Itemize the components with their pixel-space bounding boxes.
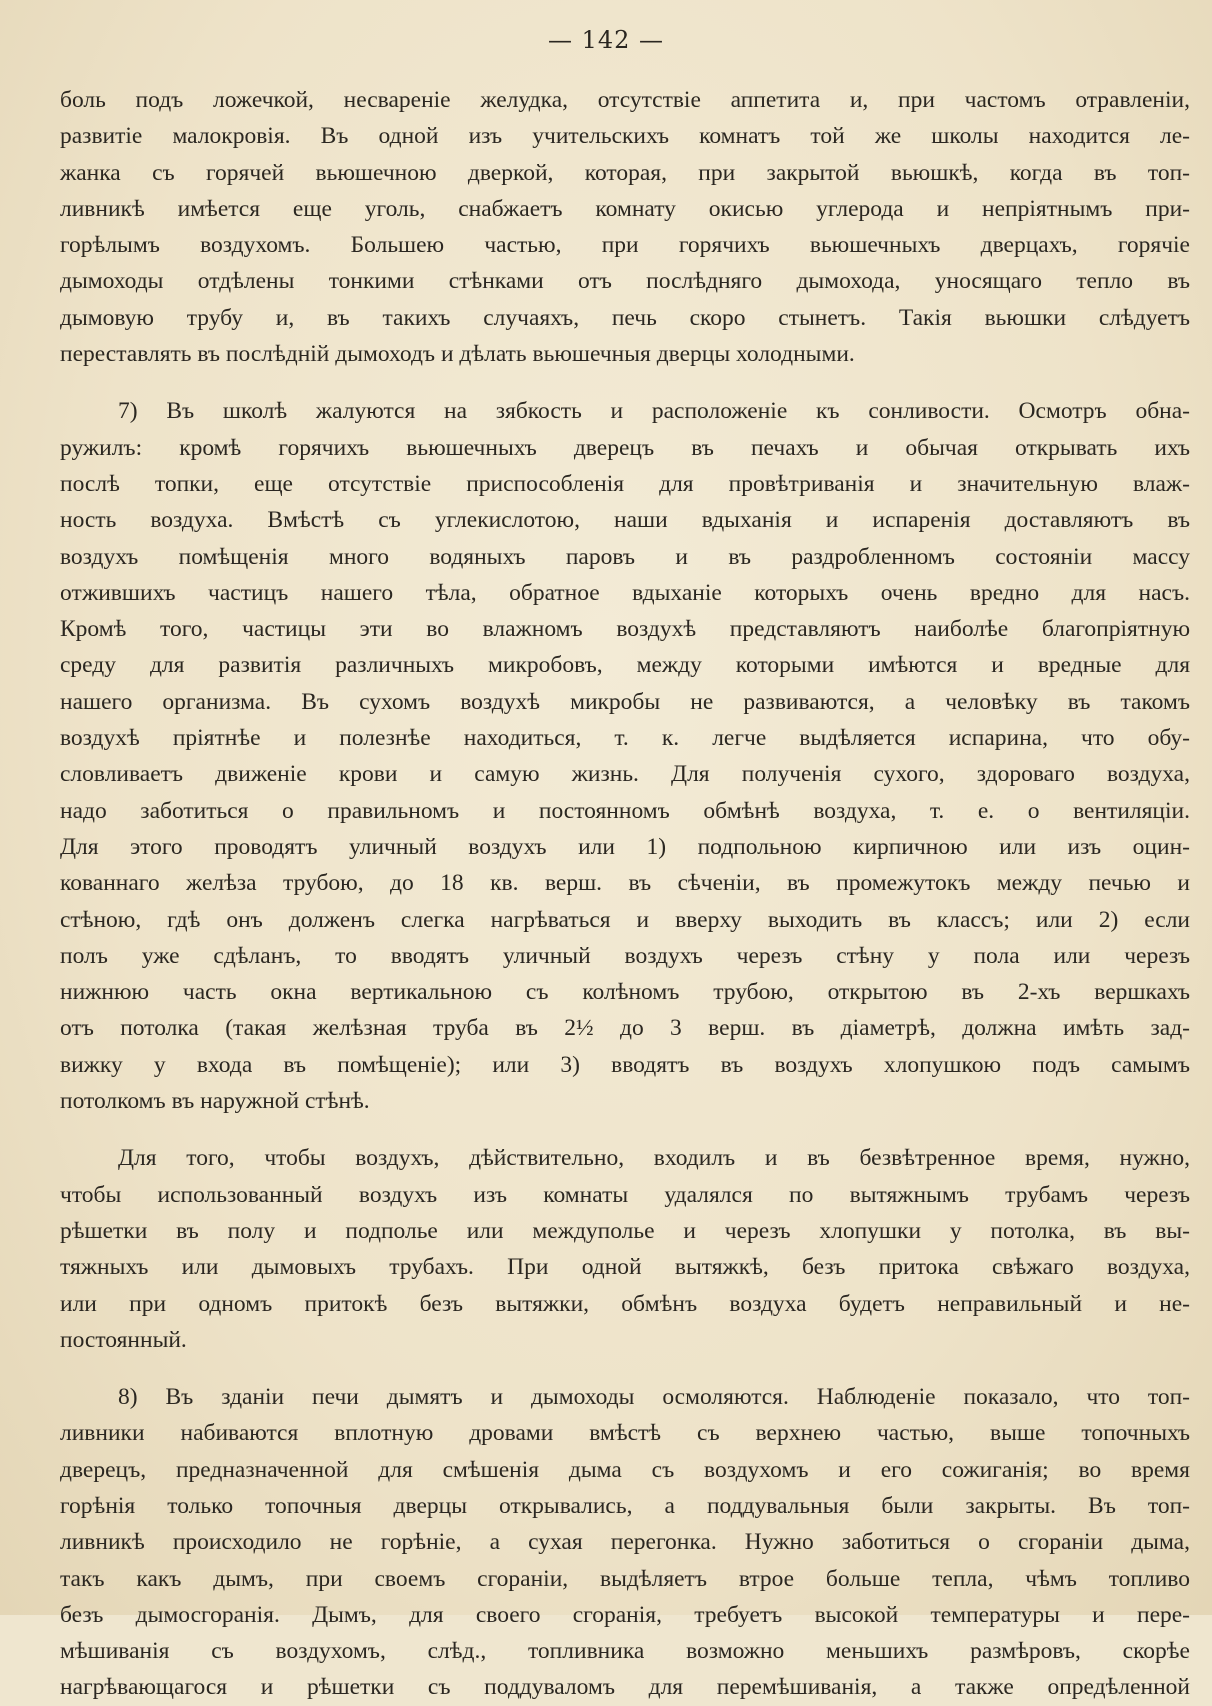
- text-line: стѣною, гдѣ онъ долженъ слегка нагрѣваться и вверху выходить въ классъ; или 2) если: [60, 906, 1190, 933]
- body-text: [60, 82, 1190, 1706]
- text-line: мѣшиванія съ воздухомъ, слѣд., топливника возможно меньшихъ размѣровъ, скорѣе: [60, 1638, 1190, 1665]
- text-line: или при одномъ притокѣ безъ вытяжки, обмѣнъ воздуха будетъ неправильный и не-: [60, 1290, 1190, 1317]
- text-line: воздухѣ пріятнѣе и полезнѣе находиться, т. к. легче выдѣляется испарина, что обу-: [60, 725, 1190, 752]
- text-line: вижку у входа въ помѣщеніе); или 3) вводятъ въ воздухъ хлопушкою подъ самымъ: [60, 1051, 1190, 1078]
- text-line: словливаетъ движеніе крови и самую жизнь. Для полученія сухого, здороваго воздуха,: [60, 761, 1190, 788]
- text-line: ливникѣ происходило не горѣніе, а сухая перегонка. Нужно заботиться о сгораніи дыма,: [60, 1529, 1190, 1556]
- text-line: дверецъ, предназначенной для смѣшенія дыма съ воздухомъ и его сожиганія; во время: [60, 1456, 1190, 1483]
- text-line: нагрѣвающагося и рѣшетки съ поддуваломъ для перемѣшиванія, а также опредѣленной: [60, 1674, 1190, 1701]
- text-line: рѣшетки въ полу и подполье или междуполье и черезъ хлопушки у потолка, въ вы-: [60, 1217, 1190, 1244]
- text-line: потолкомъ въ наружной стѣнѣ.: [60, 1088, 370, 1115]
- text-line: ливникѣ имѣется еще уголь, снабжаетъ комнату окисью углерода и непріятнымъ при-: [60, 195, 1190, 222]
- text-line: послѣ топки, еще отсутствіе приспособленія для провѣтриванія и значительную влаж-: [60, 470, 1190, 497]
- text-line: боль подъ ложечкой, несвареніе желудка, отсутствіе аппетита и, при частомъ отравленіи,: [60, 87, 1190, 113]
- text-line: ружилъ: кромѣ горячихъ вьюшечныхъ дверецъ въ печахъ и обычая открывать ихъ: [60, 434, 1190, 461]
- text-line: отъ потолка (такая желѣзная труба въ 2½ до 3 верш. въ діаметрѣ, должна имѣть зад-: [60, 1015, 1190, 1042]
- text-line: безъ дымосгоранія. Дымъ, для своего сгоранія, требуетъ высокой температуры и пере-: [60, 1601, 1190, 1628]
- text-line: горѣлымъ воздухомъ. Большею частью, при горячихъ вьюшечныхъ дверцахъ, горячіе: [60, 232, 1190, 259]
- text-line: горѣнія только топочныя дверцы открывались, а поддувальныя были закрыты. Въ топ-: [60, 1492, 1190, 1519]
- text-line: жанка съ горячей вьюшечною дверкой, которая, при закрытой вьюшкѣ, когда въ топ-: [60, 159, 1190, 186]
- text-line: 8) Въ зданіи печи дымятъ и дымоходы осмоляются. Наблюденіе показало, что топ-: [118, 1384, 1190, 1411]
- paragraph-continuation: [60, 82, 1190, 372]
- text-line: надо заботиться о правильномъ и постоянномъ обмѣнѣ воздуха, т. е. о вентиляціи.: [60, 797, 1190, 824]
- text-line: нижнюю часть окна вертикальною съ колѣномъ трубою, открытою въ 2-хъ вершкахъ: [60, 979, 1190, 1006]
- text-line: среду для развитія различныхъ микробовъ, между которыми имѣются и вредные для: [60, 652, 1190, 679]
- text-line: чтобы использованный воздухъ изъ комнаты удалялся по вытяжнымъ трубамъ черезъ: [60, 1181, 1190, 1208]
- text-line: дымоходы отдѣлены тонкими стѣнками отъ послѣдняго дымохода, уносящаго тепло въ: [60, 268, 1190, 295]
- text-line: ливники набиваются вплотную дровами вмѣстѣ съ верхнею частью, выше топочныхъ: [60, 1420, 1190, 1447]
- text-line: воздухъ помѣщенія много водяныхъ паровъ и въ раздробленномъ состояніи массу: [60, 543, 1190, 570]
- text-line: кованнаго желѣза трубою, до 18 кв. верш. въ сѣченіи, въ промежутокъ между печью и: [60, 870, 1190, 897]
- text-line: тяжныхъ или дымовыхъ трубахъ. При одной вытяжкѣ, безъ притока свѣжаго воздуха,: [60, 1254, 1190, 1281]
- text-line: Для этого проводятъ уличный воздухъ или 1) подпольною кирпичною или изъ оцин-: [60, 833, 1190, 860]
- text-line: отжившихъ частицъ нашего тѣла, обратное вдыханіе которыхъ очень вредно для насъ.: [60, 579, 1190, 606]
- text-line: постоянный.: [60, 1326, 187, 1353]
- paragraph-item-8: [60, 1379, 1190, 1706]
- text-line: Для того, чтобы воздухъ, дѣйствительно, входилъ и въ безвѣтренное время, нужно,: [118, 1145, 1190, 1172]
- page-number: — 142 —: [547, 26, 665, 54]
- text-line: 7) Въ школѣ жалуются на зябкость и расположеніе къ сонливости. Осмотръ обна-: [118, 398, 1190, 425]
- text-line: нашего организма. Въ сухомъ воздухѣ микробы не развиваются, а человѣку въ такомъ: [60, 688, 1190, 715]
- text-line: Кромѣ того, частицы эти во влажномъ воздухѣ представляютъ наиболѣе благопріятную: [60, 616, 1190, 643]
- text-line: переставлять въ послѣдній дымоходъ и дѣлать вьюшечныя дверцы холодными.: [60, 341, 855, 368]
- text-line: полъ уже сдѣланъ, то вводятъ уличный воздухъ черезъ стѣну у пола или черезъ: [60, 942, 1190, 969]
- paragraph-item-7: [60, 393, 1190, 1119]
- text-line: дымовую трубу и, въ такихъ случаяхъ, печь скоро стынетъ. Такія вьюшки слѣдуетъ: [60, 304, 1190, 331]
- paragraph-ventilation: [60, 1140, 1190, 1358]
- text-line: такъ какъ дымъ, при своемъ сгораніи, выдѣляетъ втрое больше тепла, чѣмъ топливо: [60, 1565, 1190, 1592]
- text-line: развитіе малокровія. Въ одной изъ учительскихъ комнатъ той же школы находится ле-: [60, 123, 1190, 150]
- text-line: ность воздуха. Вмѣстѣ съ углекислотою, наши вдыханія и испаренія доставляютъ въ: [60, 507, 1190, 534]
